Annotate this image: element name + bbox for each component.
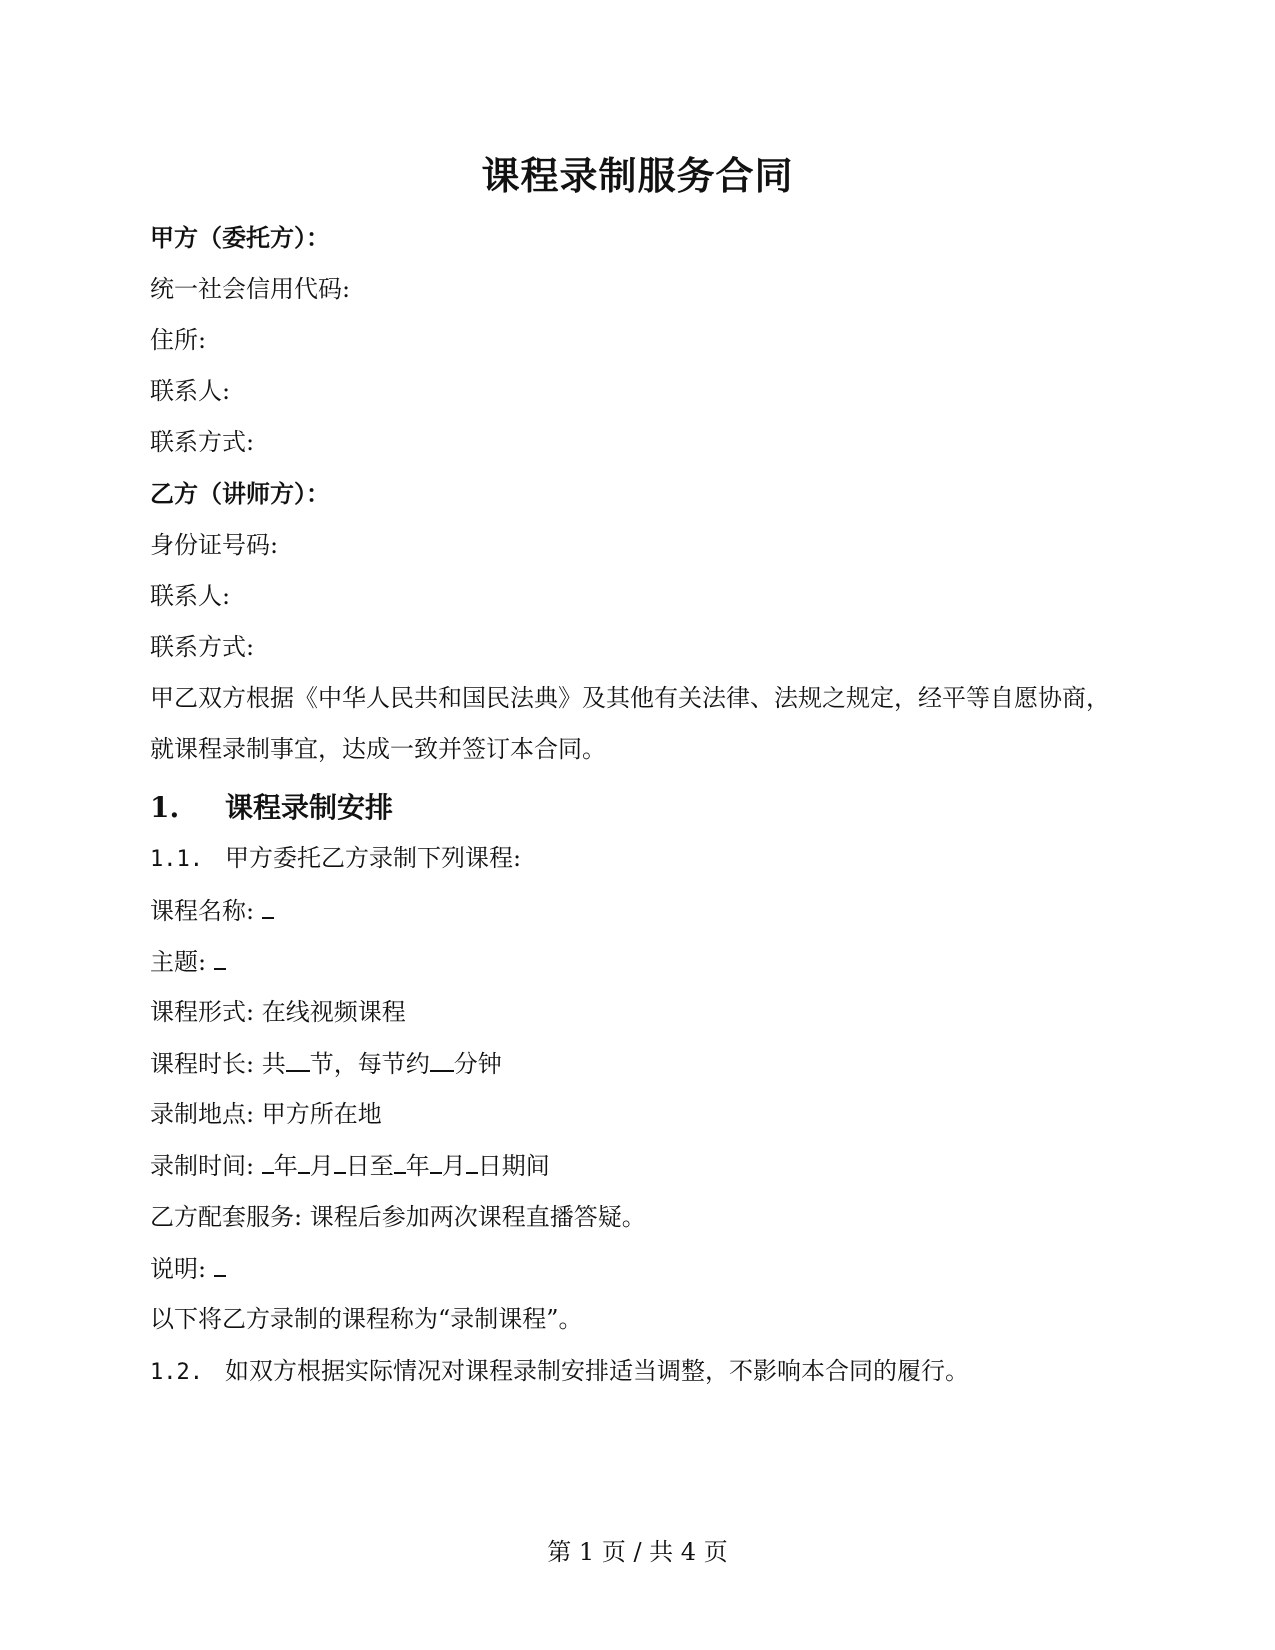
- time-day2-blank: [466, 1150, 478, 1174]
- service-line: 乙方配套服务: 课程后参加两次课程直播答疑。: [150, 1203, 646, 1231]
- time-month2: 月: [441, 1152, 466, 1180]
- duration-minutes-blank: [430, 1048, 454, 1072]
- time-year2: 年: [405, 1152, 430, 1180]
- section-1-heading: [150, 786, 393, 826]
- clause-1-1: [150, 843, 521, 875]
- party-a-address-label: 住所:: [150, 326, 207, 354]
- duration-mid: 节，每节约: [309, 1050, 430, 1078]
- time-year2-blank: [394, 1150, 406, 1174]
- course-form-line: 课程形式: 在线视频课程: [150, 998, 406, 1026]
- time-day2: 日期间: [477, 1152, 550, 1180]
- time-year1-blank: [262, 1150, 274, 1174]
- party-a-contact-method-label: 联系方式:: [150, 428, 255, 456]
- time-year1: 年: [273, 1152, 298, 1180]
- time-prefix: 录制时间:: [150, 1152, 262, 1180]
- page-footer: 第 1 页 / 共 4 页: [547, 1538, 728, 1566]
- party-a-heading: 甲方（委托方）：: [150, 223, 330, 252]
- time-day1-blank: [334, 1150, 346, 1174]
- clause-1-2-number: 1.2.: [150, 1360, 203, 1385]
- party-b-heading: 乙方（讲师方）：: [150, 479, 330, 508]
- topic-label: 主题:: [150, 948, 207, 976]
- duration-sessions-blank: [286, 1048, 310, 1072]
- course-name-line: [150, 895, 274, 926]
- course-name-blank: [262, 895, 274, 919]
- recording-time-line: [150, 1150, 550, 1181]
- section-1-title: 课程录制安排: [225, 791, 394, 824]
- topic-blank: [214, 946, 226, 970]
- party-b-contact-method-label: 联系方式:: [150, 633, 255, 661]
- preamble-line-2: 就课程录制事宜，达成一致并签订本合同。: [150, 735, 606, 763]
- location-line: 录制地点: 甲方所在地: [150, 1100, 382, 1128]
- clause-1-1-number: 1.1.: [150, 847, 203, 872]
- time-month1: 月: [309, 1152, 334, 1180]
- duration-prefix: 课程时长: 共: [150, 1050, 286, 1078]
- preamble-line-1: 甲乙双方根据《中华人民共和国民法典》及其他有关法律、法规之规定，经平等自愿协商，: [150, 684, 1110, 712]
- section-1-number: 1.: [150, 791, 180, 824]
- clause-1-1-text: 甲方委托乙方录制下列课程:: [225, 844, 522, 872]
- party-a-credit-code-label: 统一社会信用代码:: [150, 275, 351, 303]
- duration-line: [150, 1048, 502, 1079]
- clause-1-2: [150, 1356, 969, 1388]
- note-line: [150, 1253, 226, 1284]
- document-title: 课程录制服务合同: [481, 153, 794, 198]
- party-b-contact-label: 联系人:: [150, 582, 231, 610]
- note-label: 说明:: [150, 1255, 207, 1283]
- alias-line: 以下将乙方录制的课程称为“录制课程”。: [150, 1305, 583, 1333]
- time-day1: 日至: [345, 1152, 394, 1180]
- party-b-id-label: 身份证号码:: [150, 531, 279, 559]
- party-a-contact-label: 联系人:: [150, 377, 231, 405]
- time-month2-blank: [430, 1150, 442, 1174]
- course-name-label: 课程名称:: [150, 897, 255, 925]
- clause-1-2-text: 如双方根据实际情况对课程录制安排适当调整，不影响本合同的履行。: [225, 1357, 969, 1385]
- note-blank: [214, 1253, 226, 1277]
- topic-line: [150, 946, 226, 977]
- time-month1-blank: [298, 1150, 310, 1174]
- duration-suffix: 分钟: [453, 1050, 502, 1078]
